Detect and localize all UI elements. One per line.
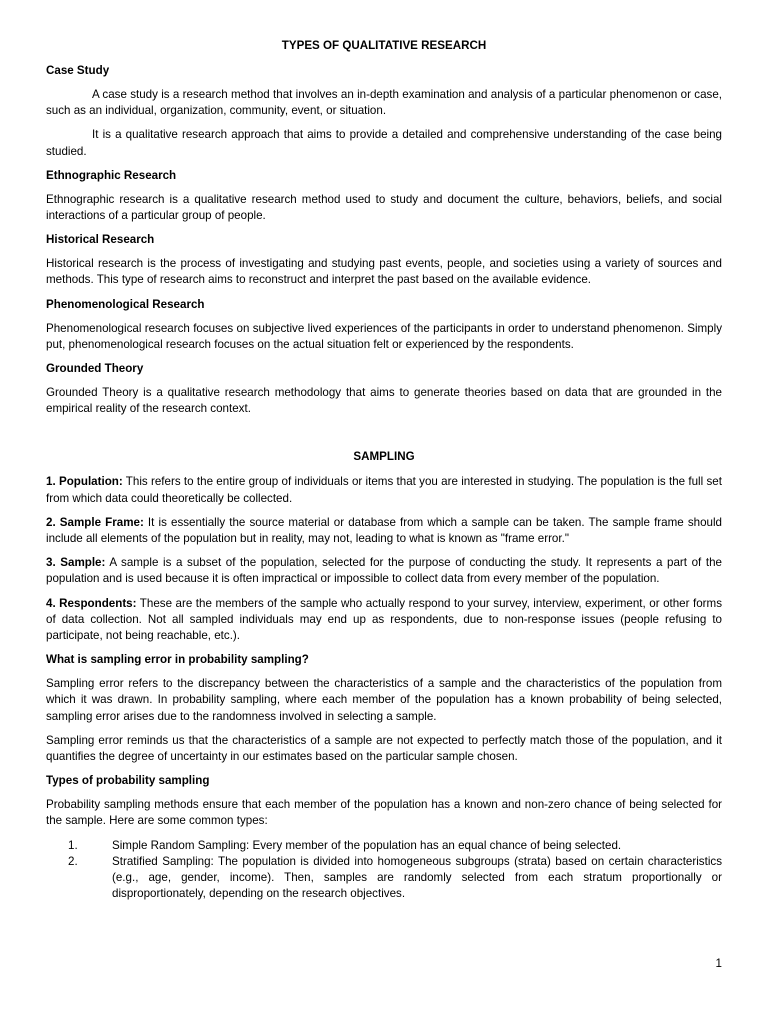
- case-study-paragraph-2: It is a qualitative research approach that aims to provide a detailed and comprehensive understanding of the case being studied.: [46, 128, 722, 158]
- heading-historical: Historical Research: [46, 233, 155, 247]
- sampling-term: 4. Respondents:: [46, 596, 137, 610]
- sampling-definition: These are the members of the sample who actually respond to your survey, interview, experiment, or other forms of data collection. Not all sampled individuals may end up as respondents, due to non-response issues (people refusing to participate, not being reachable, etc.).: [46, 596, 722, 643]
- ethnographic-paragraph: Ethnographic research is a qualitative research method used to study and document the culture, behaviors, beliefs, and social interactions of a particular group of people.: [46, 192, 722, 223]
- list-item: [46, 838, 722, 854]
- sampling-definition: A sample is a subset of the population, selected for the purpose of conducting the study. It represents a part of the population and is used because it is often impractical or impossible to collect data from every member of the population.: [46, 556, 722, 586]
- heading-grounded-theory: Grounded Theory: [46, 362, 144, 376]
- heading-ethnographic: Ethnographic Research: [46, 168, 177, 182]
- probability-types-list: [46, 838, 722, 903]
- sampling-error-paragraph-2: Sampling error reminds us that the characteristics of a sample are not expected to perfectly match those of the population, and it quantifies the degree of uncertainty in our estimates based on the particular sample chosen.: [46, 733, 722, 764]
- sampling-definition: It is essentially the source material or database from which a sample can be taken. The sample frame should include all elements of the population but in reality, may not, leading to what is known as "frame error.": [46, 515, 722, 546]
- grounded-theory-paragraph: Grounded Theory is a qualitative research methodology that aims to generate theories based on data that are grounded in the empirical reality of the research context.: [46, 386, 722, 416]
- list-item-number: 1.: [68, 838, 78, 852]
- phenomenological-paragraph: Phenomenological research focuses on subjective lived experiences of the participants in order to understand phenomenon. Simply put, phenomenological research focuses on the actual situation felt or experienced by the respondents.: [46, 321, 722, 351]
- sampling-term: 3. Sample:: [46, 556, 106, 570]
- section-spacer: [46, 425, 722, 449]
- sampling-definition: This refers to the entire group of individuals or items that you are interested in studying. The population is the full set from which data could theoretically be collected.: [46, 475, 722, 505]
- heading-phenomenological: Phenomenological Research: [46, 297, 205, 311]
- sampling-term: 1. Population:: [46, 475, 123, 489]
- list-item-text: Stratified Sampling: The population is divided into homogeneous subgroups (strata) based on certain characteristics (e.g., age, gender, income). Then, samples are randomly selected from each stratum proportionally or disproportionately, depending on the research objectives.: [112, 854, 722, 901]
- sampling-term: 2. Sample Frame:: [46, 515, 144, 529]
- page-number: 1: [715, 957, 722, 970]
- heading-case-study: Case Study: [46, 64, 110, 77]
- list-item: [46, 854, 722, 903]
- list-item-number: 2.: [68, 854, 78, 868]
- heading-probability-types: Types of probability sampling: [46, 774, 210, 788]
- sampling-item-sample-frame: [46, 515, 722, 547]
- sampling-item-respondents: [46, 596, 722, 645]
- sampling-item-population: [46, 474, 722, 506]
- sampling-error-paragraph-1: Sampling error refers to the discrepancy between the characteristics of a sample and the characteristics of the population from which it was drawn. In probability sampling, where each member of the population has a known probability of being selected, sampling error arises due to the randomness involved in selecting a sample.: [46, 677, 722, 723]
- case-study-paragraph-1: A case study is a research method that involves an in-depth examination and analysis of a particular phenomenon or case, such as an individual, organization, community, event, or situation.: [46, 88, 722, 118]
- page-title: TYPES OF QUALITATIVE RESEARCH: [281, 39, 487, 52]
- historical-paragraph: Historical research is the process of investigating and studying past events, people, and societies using a variety of sources and methods. This type of research aims to reconstruct and interpret the past based on the available evidence.: [46, 257, 722, 287]
- sampling-item-sample: [46, 555, 722, 587]
- list-item-text: Simple Random Sampling: Every member of the population has an equal chance of being selected.: [112, 838, 622, 852]
- sampling-title: SAMPLING: [353, 450, 415, 464]
- heading-sampling-error: What is sampling error in probability sampling?: [46, 653, 309, 667]
- probability-types-paragraph: Probability sampling methods ensure that each member of the population has a known and non-zero chance of being selected for the sample. Here are some common types:: [46, 798, 722, 828]
